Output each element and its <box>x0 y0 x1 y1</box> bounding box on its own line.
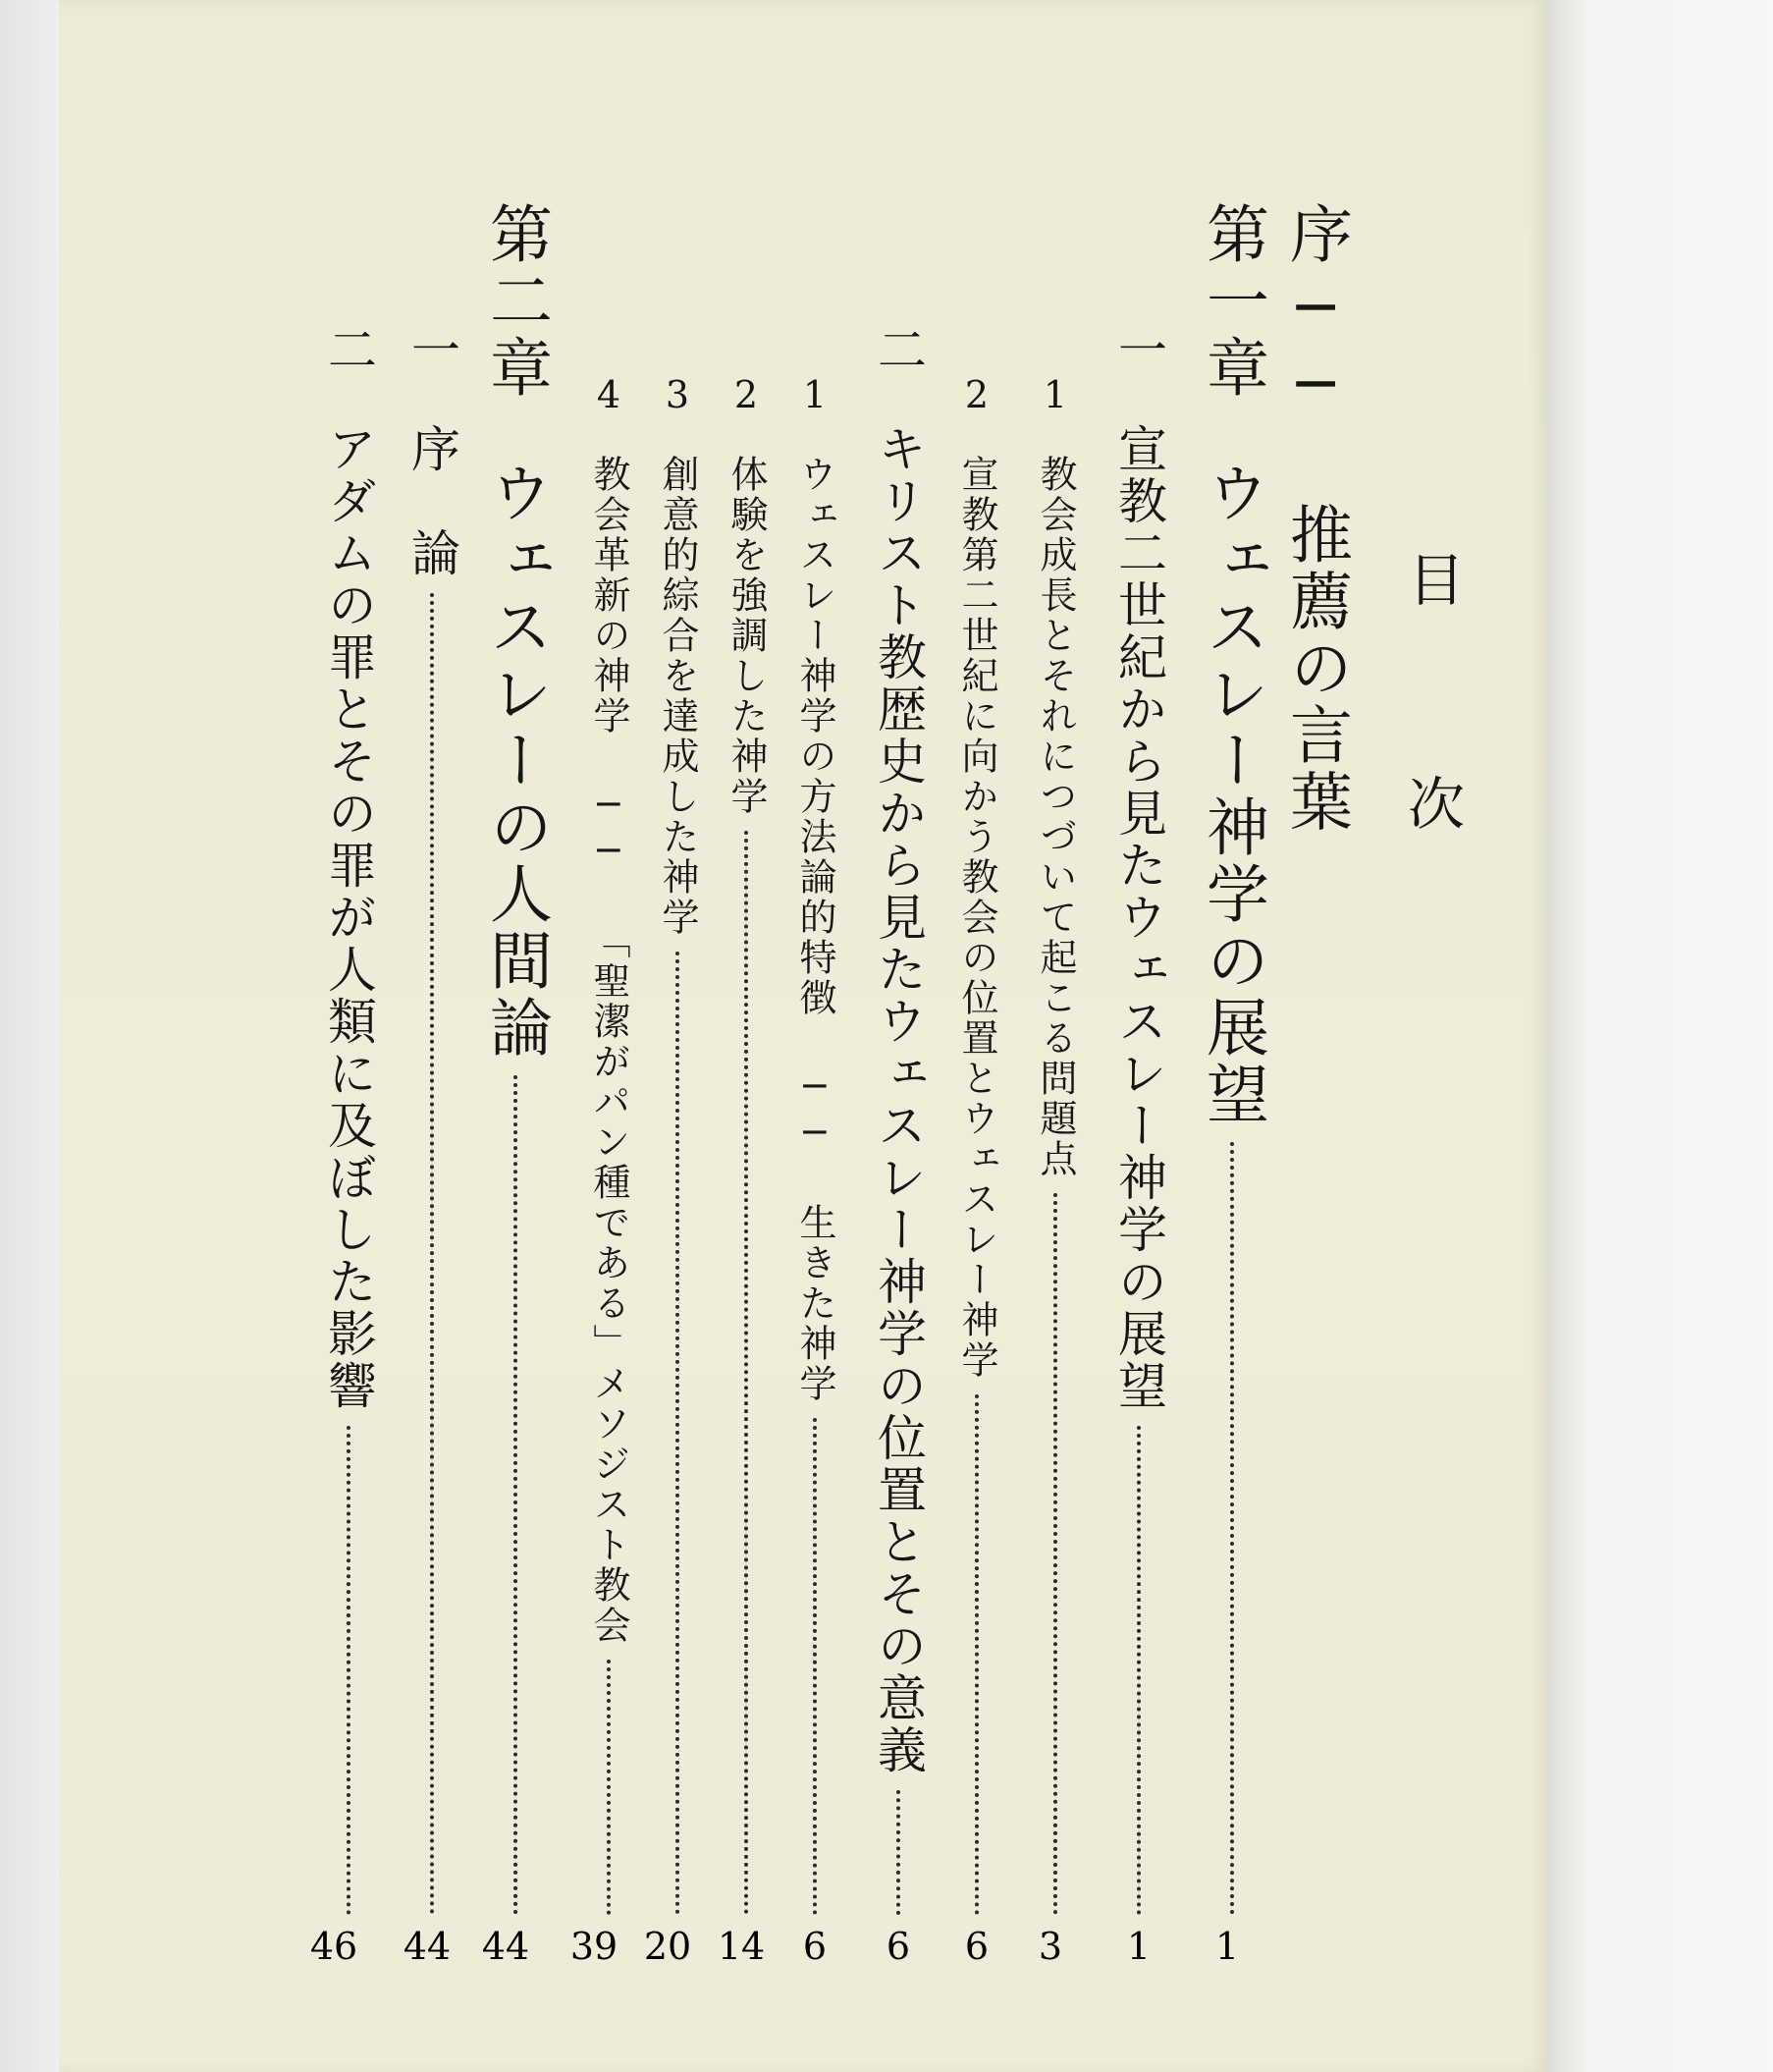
page-number: 6 <box>802 1925 828 1968</box>
leader-dots <box>675 952 679 1915</box>
toc-entry-preface <box>1271 0 1360 2072</box>
toc-entry-chapter-1 <box>1188 0 1276 2072</box>
leader-dots <box>1137 1426 1141 1915</box>
subsection-marker: 2 <box>725 373 768 419</box>
page-number: 3 <box>1038 1925 1063 1968</box>
entry-title: ── 推薦の言葉 <box>1279 272 1352 836</box>
page-number: 6 <box>964 1925 990 1968</box>
leader-dots <box>1053 1193 1057 1915</box>
subsection-marker: 3 <box>656 373 699 419</box>
page-number: 39 <box>569 1925 618 1968</box>
subsection-title: 創意的綜合を達成した神学 <box>656 455 699 938</box>
toc-entry-section-1 <box>1100 0 1178 2072</box>
toc-title <box>1392 0 1471 2072</box>
toc-entry-section-2 <box>859 0 938 2072</box>
subsection-marker: 4 <box>587 373 630 419</box>
page-number: 6 <box>886 1925 911 1968</box>
toc-title-char-1: 目 <box>1398 550 1465 607</box>
section-marker: 一 <box>1110 324 1167 376</box>
toc-entry-section-2 <box>309 0 388 2072</box>
toc-entry-subsection <box>942 0 1011 2072</box>
section-title: 宣教二世紀から見たウェスレー神学の展望 <box>1110 423 1167 1412</box>
section-marker: 一 <box>403 324 460 376</box>
subsection-title: 宣教第二世紀に向かう教会の位置とウェスレー神学 <box>955 455 998 1381</box>
page-number: 44 <box>403 1925 452 1968</box>
toc-entry-section-1 <box>393 0 471 2072</box>
chapter-marker: 第二章 <box>479 201 552 402</box>
subsection-marker: 1 <box>793 373 836 419</box>
subsection-title: 体験を強調した神学 <box>725 455 768 817</box>
subsection-marker: 1 <box>1034 373 1077 419</box>
subsection-title: 教会成長とそれにつづいて起こる問題点 <box>1034 455 1077 1179</box>
page-number: 46 <box>309 1925 358 1968</box>
section-title: キリスト教歴史から見たウェスレー神学の位置とその意義 <box>870 423 927 1776</box>
toc-entry-subsection <box>574 0 643 2072</box>
leader-dots <box>430 593 434 1915</box>
leader-dots <box>607 1660 611 1915</box>
section-marker: 二 <box>320 324 377 376</box>
page-number: 14 <box>717 1925 766 1968</box>
toc-entry-subsection <box>712 0 780 2072</box>
toc-title-char-2: 次 <box>1398 774 1465 831</box>
leader-dots <box>1230 1142 1234 1915</box>
leader-dots <box>813 1418 817 1915</box>
binding-shadow <box>0 0 59 2072</box>
section-title: アダムの罪とその罪が人類に及ぼした影響 <box>320 423 377 1412</box>
section-marker: 二 <box>870 324 927 376</box>
toc-entry-chapter-2 <box>471 0 560 2072</box>
page-number: 1 <box>1214 1925 1240 1968</box>
leader-dots <box>744 831 748 1915</box>
leader-dots <box>975 1394 979 1915</box>
section-title: 序 論 <box>403 423 460 579</box>
page-number: 1 <box>1126 1925 1152 1968</box>
subsection-title: ウェスレー神学の方法論的特徴 ── 生きた神学 <box>793 455 836 1404</box>
page-number: 20 <box>643 1925 692 1968</box>
leader-dots <box>896 1790 900 1915</box>
chapter-title: ウェスレーの人間論 <box>479 461 552 1062</box>
leader-dots <box>513 1075 517 1915</box>
page-number: 44 <box>481 1925 530 1968</box>
facing-page-edge <box>1546 0 1773 2072</box>
toc-entry-subsection <box>780 0 849 2072</box>
leader-dots <box>347 1426 350 1915</box>
entry-marker: 序 <box>1279 201 1352 268</box>
toc-entry-subsection <box>1021 0 1090 2072</box>
subsection-title: 教会革新の神学 ── 「聖潔がパン種である」メソジスト教会 <box>587 455 630 1646</box>
chapter-title: ウェスレー神学の展望 <box>1196 461 1268 1128</box>
chapter-marker: 第一章 <box>1196 201 1268 402</box>
subsection-marker: 2 <box>955 373 998 419</box>
toc-entry-subsection <box>643 0 712 2072</box>
